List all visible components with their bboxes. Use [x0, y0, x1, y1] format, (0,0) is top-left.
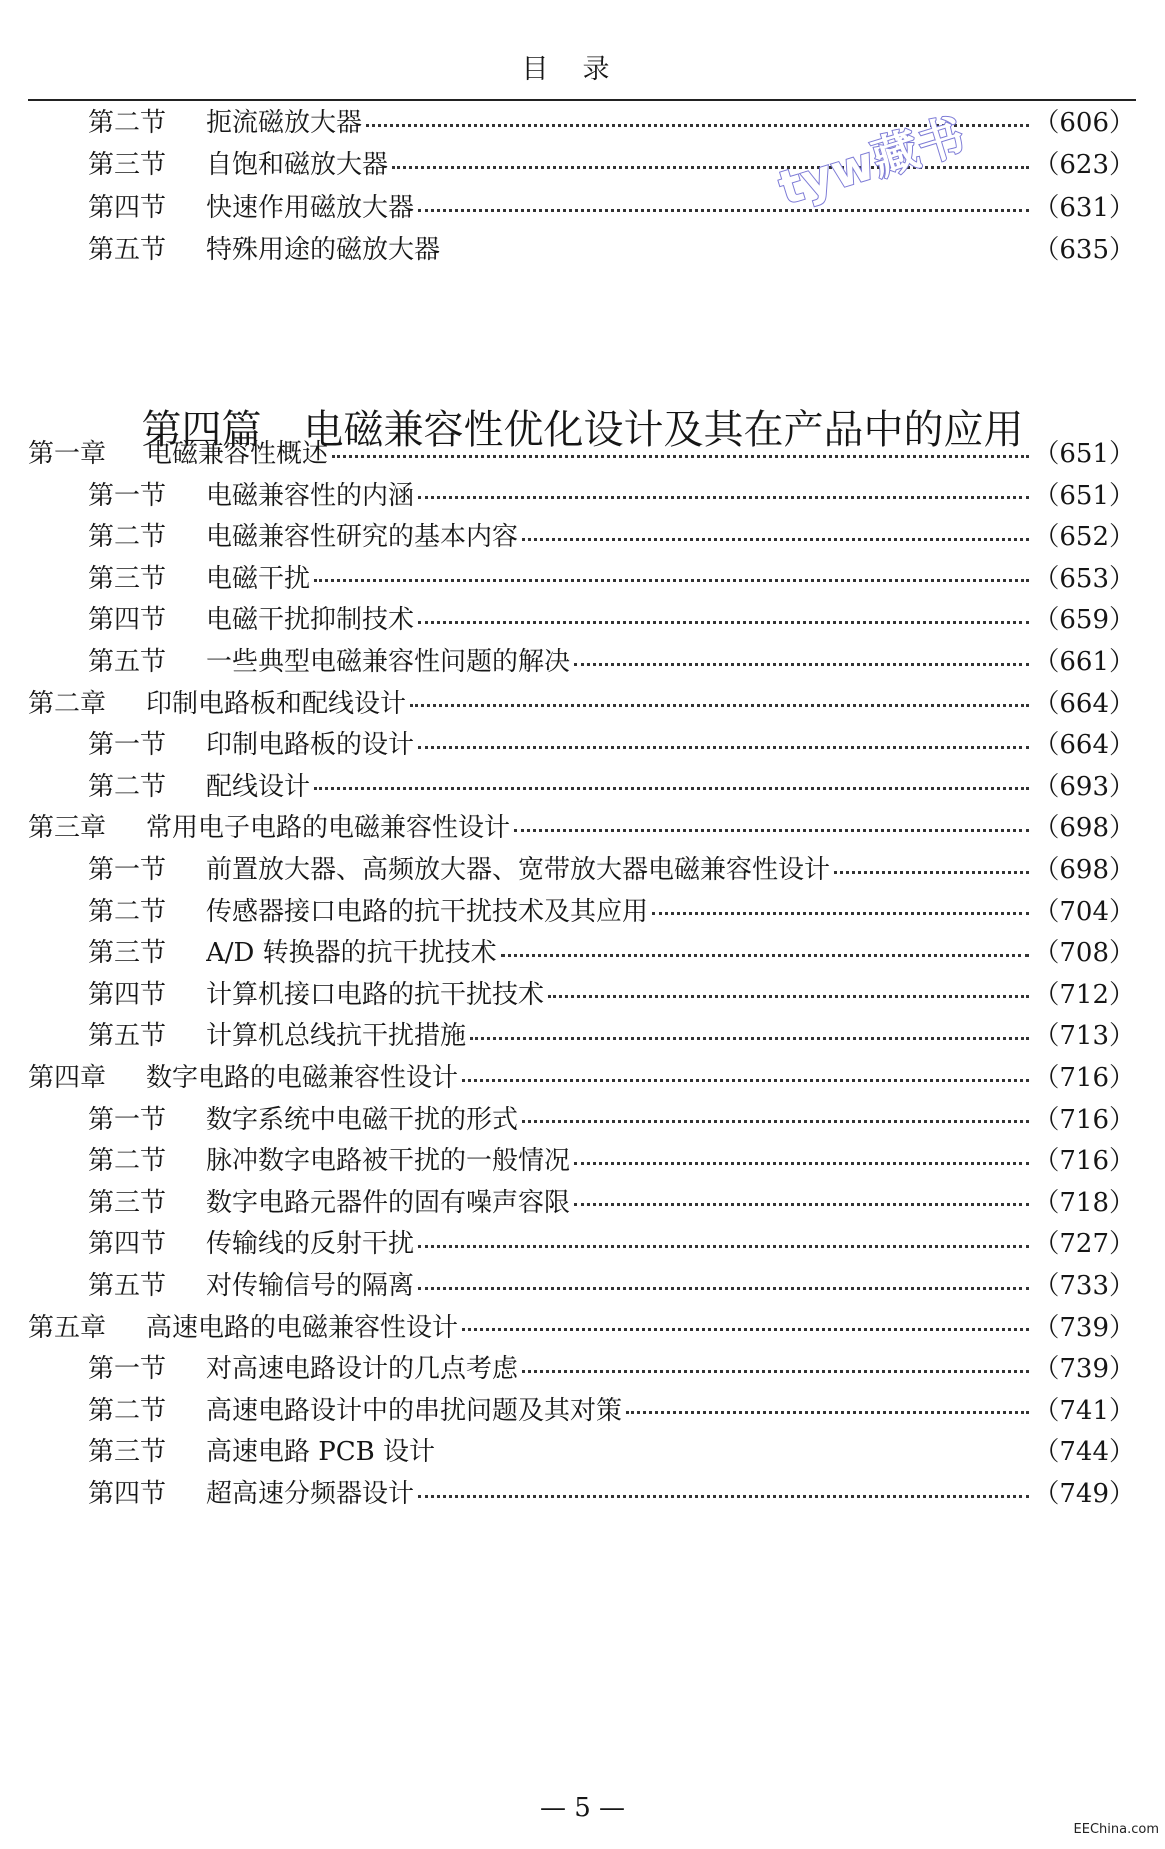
- section-number: 第四节: [88, 193, 167, 223]
- page-ref: （716）: [1033, 1146, 1135, 1177]
- toc-section-row: [88, 727, 1135, 763]
- toc-section-row: [88, 769, 1135, 805]
- page-ref: （651）: [1033, 480, 1135, 511]
- section-number: 第一节: [88, 1354, 167, 1385]
- page-ref: （623）: [1033, 150, 1135, 180]
- page-ref: （631）: [1033, 193, 1135, 223]
- toc-section-row: [88, 478, 1135, 514]
- section-title: 传感器接口电路的抗干扰技术及其应用: [206, 896, 649, 927]
- section-number: 第四节: [88, 1479, 167, 1509]
- page-number: — 5 —: [539, 1793, 626, 1823]
- dot-leader: [462, 1079, 1029, 1082]
- toc-section-row: [88, 935, 1135, 971]
- page-ref: （713）: [1033, 1021, 1135, 1052]
- dot-leader: [522, 1370, 1029, 1373]
- dot-leader: [418, 746, 1029, 749]
- section-title: 脉冲数字电路被干扰的一般情况: [206, 1146, 571, 1177]
- chapter-number: 第二章: [28, 688, 107, 719]
- dot-leader: [418, 209, 1029, 212]
- chapter-title: 印制电路板和配线设计: [146, 688, 407, 719]
- toc-section-row: [88, 561, 1135, 597]
- chapter-number: 第一章: [28, 439, 107, 469]
- dot-leader: [834, 871, 1029, 874]
- dot-leader: [444, 251, 1029, 254]
- section-title: 电磁干扰抑制技术: [206, 605, 415, 636]
- section-title: 电磁兼容性研究的基本内容: [206, 522, 519, 553]
- page-ref: （718）: [1033, 1187, 1135, 1218]
- toc-section-row: [88, 190, 1135, 226]
- page-ref: （708）: [1033, 938, 1135, 969]
- site-watermark: EEChina.com: [1073, 1822, 1159, 1837]
- dot-leader: [514, 829, 1029, 832]
- toc-section-row: [88, 105, 1135, 141]
- toc-section-row: [88, 602, 1135, 638]
- section-number: 第一节: [88, 730, 167, 761]
- page-ref: （661）: [1033, 647, 1135, 677]
- toc-section-row: [88, 519, 1135, 555]
- dot-leader: [522, 1120, 1029, 1123]
- toc-chapter-row: [28, 1310, 1135, 1346]
- section-number: 第五节: [88, 1021, 167, 1052]
- chapter-number: 第三章: [28, 813, 107, 844]
- section-title: 自饱和磁放大器: [206, 150, 389, 180]
- page-ref: （651）: [1033, 439, 1135, 469]
- section-number: 第二节: [88, 1395, 167, 1426]
- section-number: 第四节: [88, 979, 167, 1010]
- toc-section-row: [88, 894, 1135, 930]
- page-ref: （659）: [1033, 605, 1135, 636]
- page-ref: （652）: [1033, 522, 1135, 553]
- dot-leader: [418, 1495, 1029, 1498]
- section-number: 第三节: [88, 563, 167, 594]
- toc-section-row: [88, 1143, 1135, 1179]
- dot-leader: [418, 496, 1029, 499]
- chapter-title: 电磁兼容性概述: [146, 439, 329, 469]
- section-title: 特殊用途的磁放大器: [206, 235, 441, 265]
- dot-leader: [418, 1287, 1029, 1290]
- section-number: 第五节: [88, 647, 167, 677]
- page-ref: （739）: [1033, 1354, 1135, 1385]
- dot-leader: [626, 1411, 1029, 1414]
- toc-section-row: [88, 1018, 1135, 1054]
- section-title: 印制电路板的设计: [206, 730, 415, 761]
- section-number: 第三节: [88, 1437, 167, 1468]
- toc-chapter-row: [28, 810, 1135, 846]
- chapter-title: 常用电子电路的电磁兼容性设计: [146, 813, 511, 844]
- toc-section-row: [88, 1476, 1135, 1512]
- section-number: 第四节: [88, 1229, 167, 1260]
- page-ref: （606）: [1033, 108, 1135, 138]
- page-ref: （712）: [1033, 979, 1135, 1010]
- section-title: 高速电路设计中的串扰问题及其对策: [206, 1395, 623, 1426]
- section-title: 计算机总线抗干扰措施: [206, 1021, 467, 1052]
- page-ref: （653）: [1033, 563, 1135, 594]
- part-title-text: 电磁兼容性优化设计及其在产品中的应用: [303, 407, 1024, 453]
- dot-leader: [470, 1037, 1029, 1040]
- section-number: 第一节: [88, 855, 167, 885]
- section-title: 前置放大器、高频放大器、宽带放大器电磁兼容性设计: [206, 855, 831, 885]
- section-title: 传输线的反射干扰: [206, 1229, 415, 1260]
- page-ref: （704）: [1033, 896, 1135, 927]
- chapter-number: 第四章: [28, 1063, 107, 1093]
- section-title: 超高速分频器设计: [206, 1479, 415, 1509]
- page-ref: （733）: [1033, 1271, 1135, 1301]
- page-header-title: 目录: [521, 54, 644, 85]
- section-number: 第三节: [88, 1187, 167, 1218]
- section-number: 第五节: [88, 235, 167, 265]
- toc-section-row: [88, 852, 1135, 888]
- section-title: 配线设计: [206, 771, 311, 802]
- dot-leader: [652, 912, 1029, 915]
- dot-leader: [574, 1162, 1029, 1165]
- dot-leader: [462, 1328, 1029, 1331]
- toc-section-row: [88, 1351, 1135, 1387]
- page-ref: （698）: [1033, 813, 1135, 844]
- section-title: 扼流磁放大器: [206, 108, 363, 138]
- section-title: 计算机接口电路的抗干扰技术: [206, 979, 545, 1010]
- page-ref: （727）: [1033, 1229, 1135, 1260]
- dot-leader: [548, 995, 1029, 998]
- section-number: 第四节: [88, 605, 167, 636]
- section-number: 第三节: [88, 938, 167, 969]
- toc-section-row: [88, 644, 1135, 680]
- page-ref: （741）: [1033, 1395, 1135, 1426]
- section-title: A/D 转换器的抗干扰技术: [206, 938, 497, 969]
- toc-chapter-row: [28, 686, 1135, 722]
- chapter-title: 高速电路的电磁兼容性设计: [146, 1312, 459, 1343]
- section-number: 第二节: [88, 771, 167, 802]
- dot-leader: [410, 704, 1029, 707]
- toc-section-row: [88, 977, 1135, 1013]
- page-ref: （635）: [1033, 235, 1135, 265]
- dot-leader: [418, 1245, 1029, 1248]
- dot-leader: [439, 1453, 1029, 1456]
- section-number: 第二节: [88, 108, 167, 138]
- toc-section-row: [88, 147, 1135, 183]
- toc-section-row: [88, 1226, 1135, 1262]
- dot-leader: [574, 1203, 1029, 1206]
- toc-section-row: [88, 1268, 1135, 1304]
- chapter-number: 第五章: [28, 1312, 107, 1343]
- section-title: 电磁兼容性的内涵: [206, 480, 415, 511]
- chapter-title: 数字电路的电磁兼容性设计: [146, 1063, 459, 1093]
- section-number: 第二节: [88, 522, 167, 553]
- section-number: 第二节: [88, 1146, 167, 1177]
- watermark-stamp: tyw藏书: [772, 107, 972, 216]
- page-ref: （664）: [1033, 730, 1135, 761]
- section-title: 数字电路元器件的固有噪声容限: [206, 1187, 571, 1218]
- toc-section-row: [88, 1434, 1135, 1470]
- section-number: 第二节: [88, 896, 167, 927]
- section-title: 快速作用磁放大器: [206, 193, 415, 223]
- section-title: 对高速电路设计的几点考虑: [206, 1354, 519, 1385]
- toc-section-row: [88, 232, 1135, 268]
- part-number: 第四篇: [141, 407, 262, 453]
- section-number: 第五节: [88, 1271, 167, 1301]
- page-ref: （716）: [1033, 1063, 1135, 1093]
- toc-chapter-row: [28, 1060, 1135, 1096]
- page-ref: （739）: [1033, 1312, 1135, 1343]
- section-title: 数字系统中电磁干扰的形式: [206, 1104, 519, 1135]
- dot-leader: [501, 954, 1030, 957]
- dot-leader: [418, 621, 1029, 624]
- dot-leader: [574, 663, 1029, 666]
- page-ref: （664）: [1033, 688, 1135, 719]
- section-title: 对传输信号的隔离: [206, 1271, 415, 1301]
- section-title: 一些典型电磁兼容性问题的解决: [206, 647, 571, 677]
- part-heading: [0, 400, 1165, 460]
- section-number: 第一节: [88, 480, 167, 511]
- section-number: 第三节: [88, 150, 167, 180]
- dot-leader: [522, 538, 1029, 541]
- dot-leader: [314, 787, 1029, 790]
- toc-section-row: [88, 1185, 1135, 1221]
- page-ref: （716）: [1033, 1104, 1135, 1135]
- section-number: 第一节: [88, 1104, 167, 1135]
- page-ref: （744）: [1033, 1437, 1135, 1468]
- page-ref: （698）: [1033, 855, 1135, 885]
- section-title: 高速电路 PCB 设计: [206, 1437, 436, 1468]
- dot-leader: [314, 579, 1029, 582]
- toc-section-row: [88, 1102, 1135, 1138]
- section-title: 电磁干扰: [206, 563, 311, 594]
- page-ref: （749）: [1033, 1479, 1135, 1509]
- page-ref: （693）: [1033, 771, 1135, 802]
- toc-section-row: [88, 1393, 1135, 1429]
